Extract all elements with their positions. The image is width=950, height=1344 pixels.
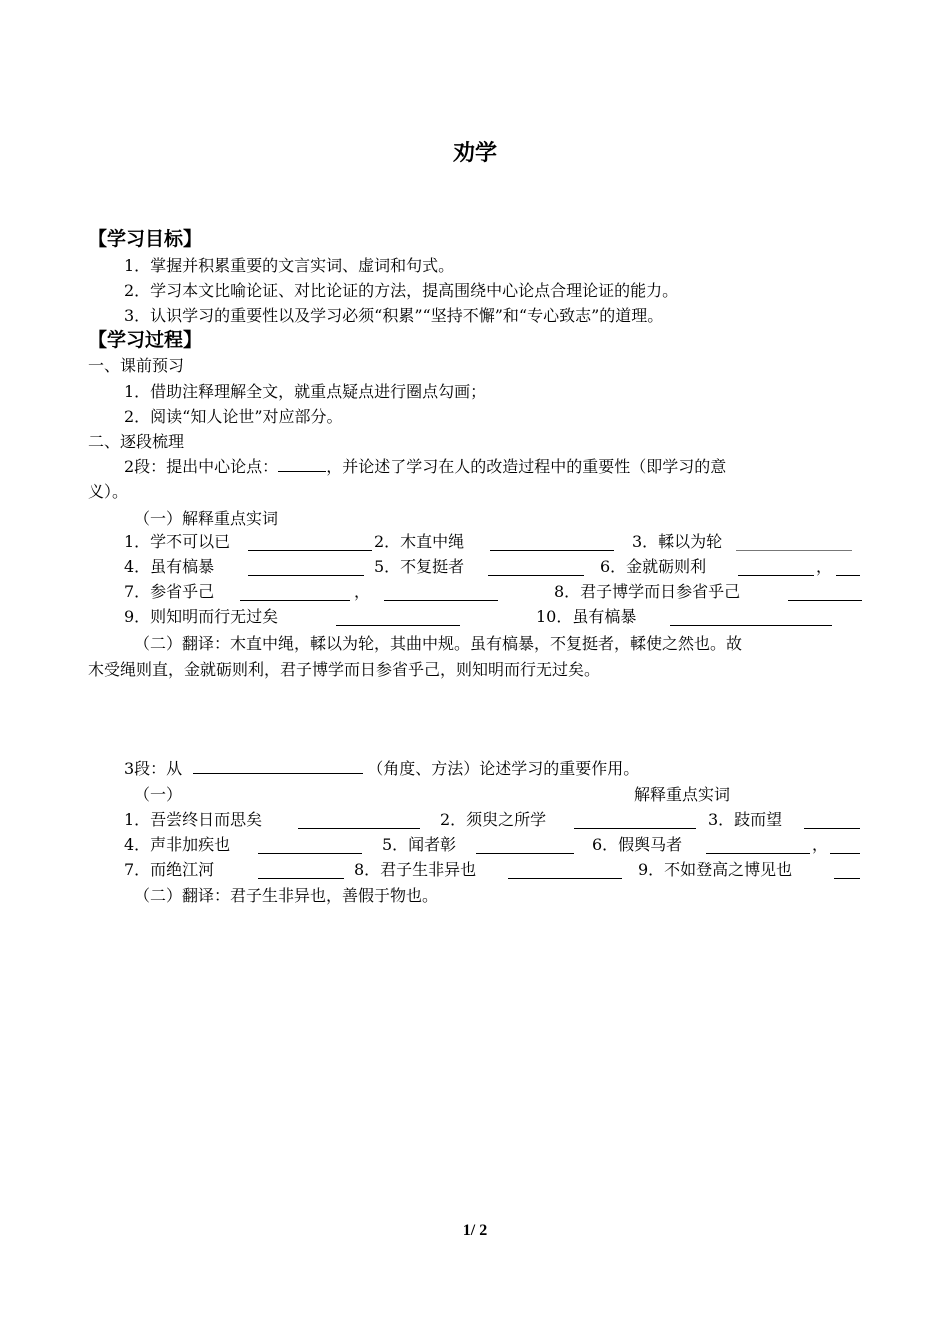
answer-blank[interactable]	[336, 609, 460, 626]
answer-blank[interactable]	[574, 812, 696, 829]
vocab-item: 7．而绝江河	[124, 860, 215, 879]
p2-intro-a: 2段：提出中心论点：	[124, 457, 279, 476]
preview-item: 1．借助注释理解全文，就重点疑点进行圈点勾画；	[124, 382, 487, 401]
p2-intro-c: 义）。	[88, 482, 129, 501]
p3-intro-a: 3段：从	[124, 759, 183, 778]
vocab-item: 4．虽有槁暴	[124, 557, 215, 576]
vocab-item: 6．金就砺则利	[600, 557, 707, 576]
goals-heading: 【学习目标】	[88, 228, 203, 250]
p3-words-heading-b: 解释重点实词	[634, 785, 731, 804]
answer-blank[interactable]	[298, 812, 420, 829]
answer-blank[interactable]	[258, 837, 362, 854]
vocab-item: 5．不复挺者	[374, 557, 465, 576]
p3-translate: （二）翻译：君子生非异也，善假于物也。	[134, 886, 439, 905]
preview-heading: 一、课前预习	[88, 356, 185, 375]
vocab-item: 1．吾尝终日而思矣	[124, 810, 263, 829]
answer-blank[interactable]	[836, 559, 860, 576]
answer-blank[interactable]	[248, 559, 364, 576]
goal-item: 1．掌握并积累重要的文言实词、虚词和句式。	[124, 256, 455, 275]
vocab-item: 5．闻者彰	[382, 835, 457, 854]
p2-words-heading: （一）解释重点实词	[134, 509, 279, 528]
process-heading: 【学习过程】	[88, 329, 203, 351]
vocab-item: 8．君子博学而日参省乎己	[554, 582, 741, 601]
page-number: 1/ 2	[462, 1222, 488, 1239]
angle-method-blank[interactable]	[193, 757, 363, 774]
vocab-item: 3．輮以为轮	[632, 532, 723, 551]
answer-blank[interactable]	[830, 837, 860, 854]
vocab-item: 3．跂而望	[708, 810, 783, 829]
answer-blank[interactable]	[834, 862, 860, 879]
answer-blank[interactable]	[384, 584, 498, 601]
answer-blank[interactable]	[804, 812, 860, 829]
answer-blank[interactable]	[490, 534, 614, 551]
p3-intro	[124, 757, 639, 781]
central-thesis-blank[interactable]	[278, 455, 326, 472]
goal-item: 2．学习本文比喻论证、对比论证的方法，提高围绕中心论点合理论证的能力。	[124, 281, 679, 300]
document-title: 劝学	[452, 141, 497, 166]
vocab-item: 9．则知明而行无过矣	[124, 607, 279, 626]
sections-heading: 二、逐段梳理	[88, 432, 185, 451]
vocab-item: 1．学不可以已	[124, 532, 231, 551]
answer-blank[interactable]	[248, 534, 372, 551]
vocab-item: 2．木直中绳	[374, 532, 465, 551]
p3-intro-b: （角度、方法）论述学习的重要作用。	[367, 759, 640, 778]
answer-blank[interactable]	[738, 559, 814, 576]
vocab-item: 6．假舆马者	[592, 835, 683, 854]
p2-translate-b: 木受绳则直，金就砺则利，君子博学而日参省乎己，则知明而行无过矣。	[88, 660, 601, 679]
comma: ，	[354, 582, 371, 601]
answer-blank[interactable]	[788, 584, 862, 601]
p3-words-heading-a: （一）	[134, 785, 183, 804]
answer-blank[interactable]	[240, 584, 350, 601]
vocab-item: 2．须臾之所学	[440, 810, 547, 829]
comma: ，	[812, 835, 829, 854]
goal-item: 3．认识学习的重要性以及学习必须“积累”“坚持不懈”和“专心致志”的道理。	[124, 306, 664, 325]
vocab-item: 4．声非加疾也	[124, 835, 231, 854]
answer-blank[interactable]	[476, 837, 574, 854]
preview-item: 2．阅读“知人论世”对应部分。	[124, 407, 343, 426]
p2-intro-b: ，并论述了学习在人的改造过程中的重要性（即学习的意	[326, 457, 727, 476]
vocab-item: 8．君子生非异也	[354, 860, 477, 879]
answer-blank[interactable]	[670, 609, 832, 626]
vocab-item: 7．参省乎己	[124, 582, 215, 601]
answer-blank[interactable]	[508, 862, 622, 879]
vocab-item: 9．不如登高之博见也	[638, 860, 793, 879]
answer-blank[interactable]	[736, 534, 852, 551]
answer-blank[interactable]	[706, 837, 810, 854]
p2-intro	[124, 455, 726, 479]
p2-translate-a: （二）翻译：木直中绳，輮以为轮，其曲中规。虽有槁暴，不复挺者，輮使之然也。故	[134, 634, 743, 653]
answer-blank[interactable]	[258, 862, 344, 879]
comma: ，	[816, 557, 833, 576]
vocab-item: 10．虽有槁暴	[536, 607, 637, 626]
answer-blank[interactable]	[488, 559, 584, 576]
